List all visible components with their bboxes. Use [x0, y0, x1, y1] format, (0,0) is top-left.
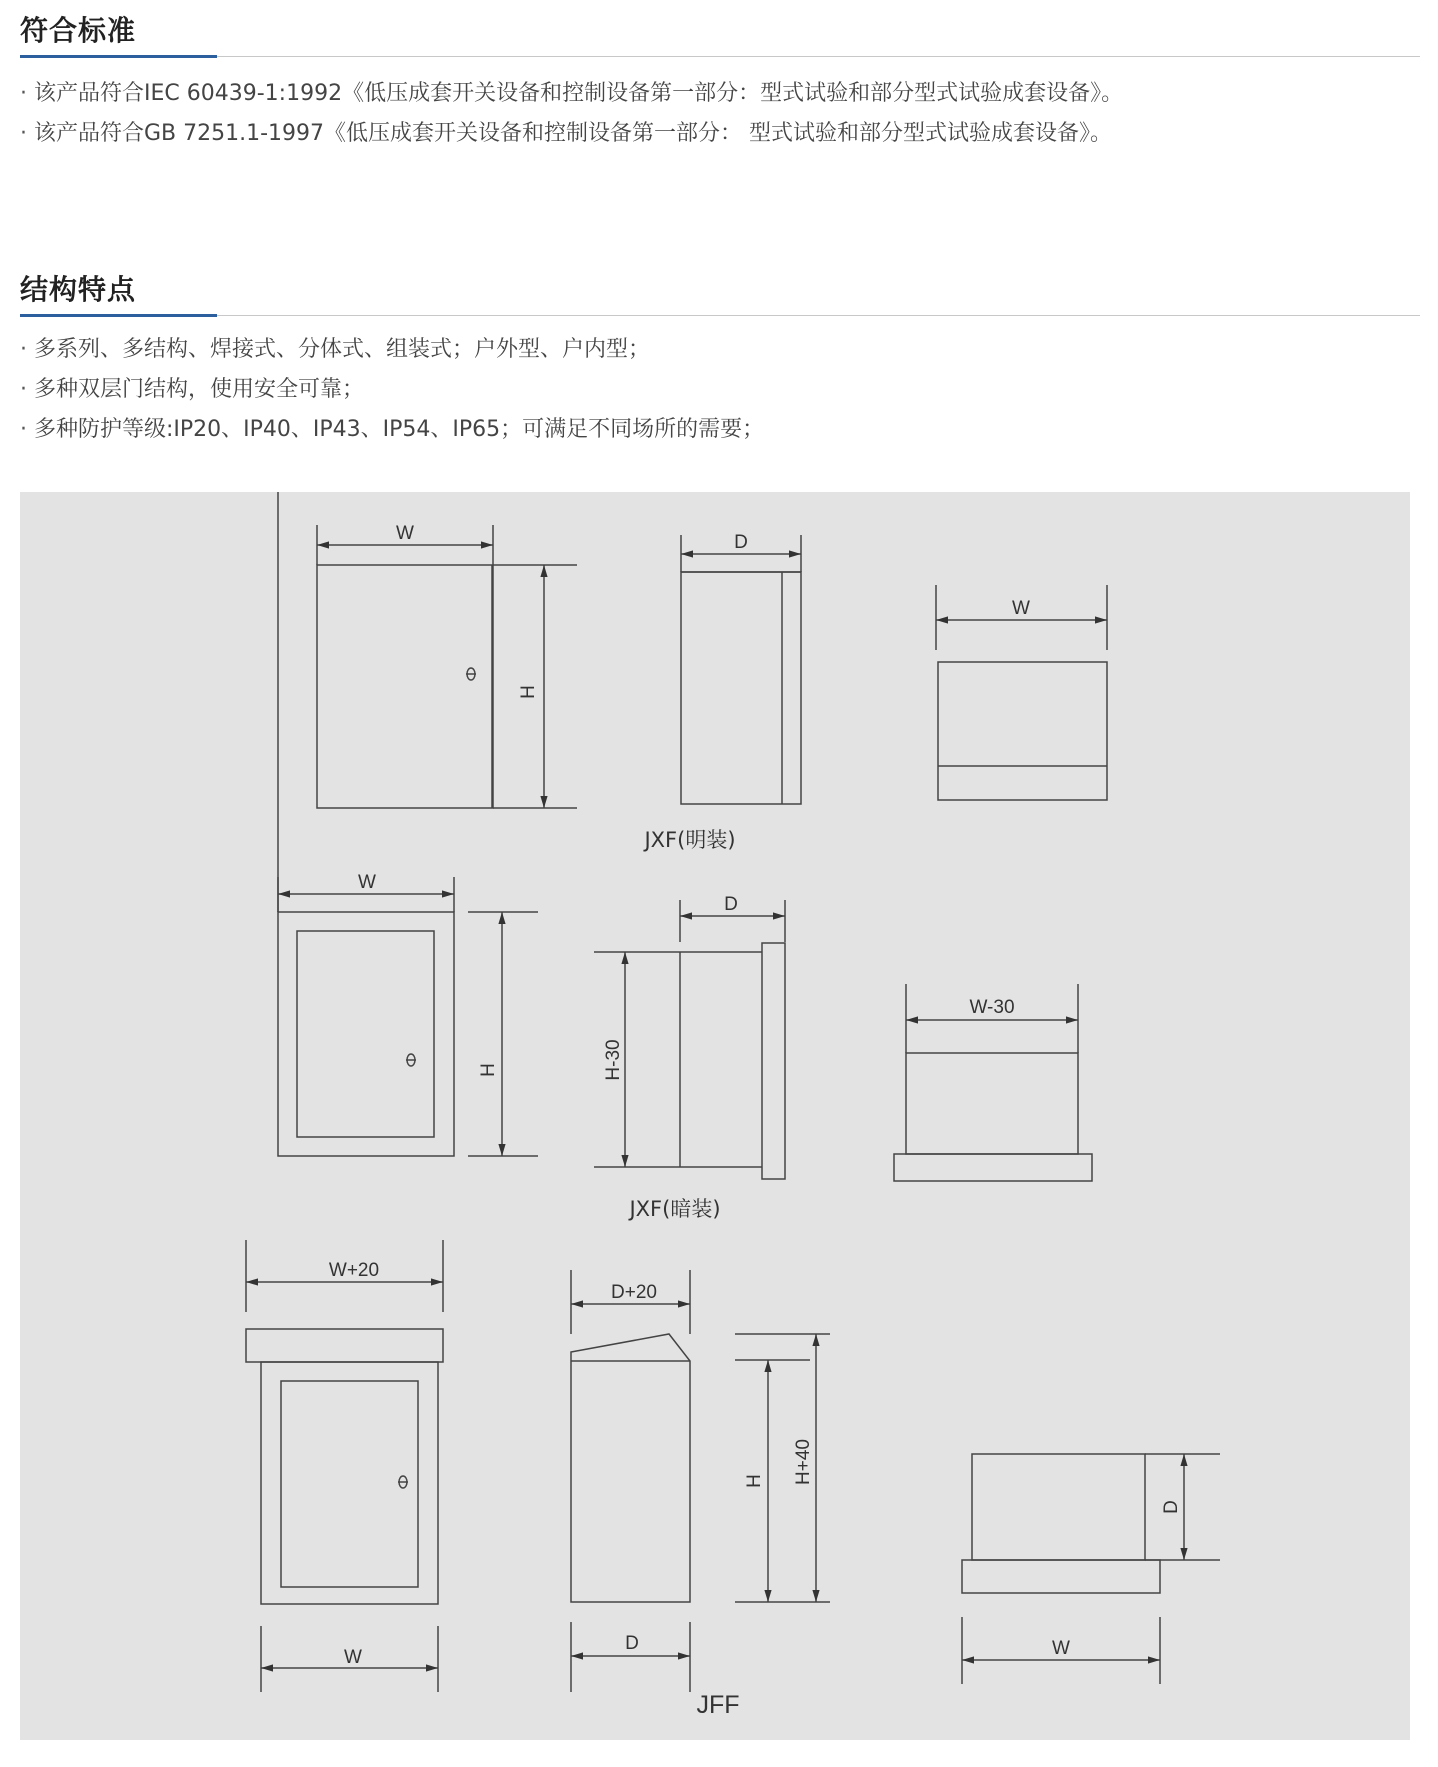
dimension-drawings: [20, 492, 1410, 1740]
dim-label-h: H: [518, 685, 539, 699]
title-underline: [20, 314, 217, 317]
flange-outline: [762, 943, 785, 1179]
caption-jxf-flush: JXF(暗装): [629, 1197, 721, 1221]
dim-label-d: D: [625, 1633, 639, 1654]
cabinet-outline: [972, 1454, 1145, 1560]
flange-outline: [894, 1154, 1092, 1181]
dim-label-h-plus-40: H+40: [793, 1439, 814, 1485]
door-outline: [297, 931, 434, 1137]
features-list: [20, 330, 764, 450]
list-item: · 该产品符合IEC 60439-1:1992《低压成套开关设备和控制设备第一部分：型式试验和部分型式试验成套设备》。: [20, 74, 1123, 114]
dim-label-d: D: [1161, 1500, 1182, 1514]
dim-label-w: W: [1052, 1638, 1070, 1659]
cabinet-outline: [938, 662, 1107, 800]
rain-cap-outline: [246, 1329, 443, 1362]
jxf-surface-front-view: [317, 525, 577, 808]
dim-label-h: H: [478, 1063, 499, 1077]
section-features-header: [20, 273, 1420, 317]
list-item: · 该产品符合GB 7251.1-1997《低压成套开关设备和控制设备第一部分： 型式试验和部分型式试验成套设备》。: [20, 114, 1123, 154]
list-item: · 多种双层门结构，使用安全可靠；: [20, 370, 764, 410]
cabinet-outline: [317, 565, 493, 808]
door-outline: [281, 1381, 418, 1587]
dim-label-w-plus-20: W+20: [328, 1260, 380, 1281]
list-item: · 多系列、多结构、焊接式、分体式、组装式；户外型、户内型；: [20, 330, 764, 370]
dim-label-h-minus-30: H-30: [603, 1039, 624, 1081]
cabinet-outline: [906, 1053, 1078, 1154]
section-title: 符合标准: [20, 14, 137, 47]
cabinet-outline: [681, 572, 801, 804]
dimension-drawings-panel: [20, 492, 1410, 1740]
standards-list: [20, 74, 1123, 154]
list-item: · 多种防护等级:IP20、IP40、IP43、IP54、IP65；可满足不同场所的需要；: [20, 410, 764, 450]
dim-label-w: W: [1012, 598, 1030, 619]
frame-outline: [261, 1362, 438, 1604]
dim-label-d-plus-20: D+20: [611, 1282, 657, 1303]
jff-side-view: [571, 1270, 830, 1692]
dim-label-d: D: [724, 894, 738, 915]
dim-label-w-minus-30: W-30: [969, 997, 1015, 1018]
divider: [20, 56, 1420, 57]
dim-label-w: W: [344, 1647, 362, 1668]
dim-label-h: H: [744, 1474, 765, 1488]
dim-label-d: D: [734, 532, 748, 553]
jff-front-view: [246, 1240, 443, 1692]
section-title: 结构特点: [20, 273, 137, 306]
caption-jxf-surface: JXF(明装): [644, 828, 736, 852]
jxf-surface-side-view: [681, 535, 801, 804]
frame-outline: [278, 912, 454, 1156]
caption-jff: JFF: [696, 1691, 740, 1719]
section-standards-header: [20, 14, 1420, 58]
title-underline: [20, 55, 217, 58]
cabinet-outline: [571, 1334, 690, 1602]
jff-top-view: [962, 1454, 1220, 1684]
dim-label-w: W: [358, 872, 376, 893]
base-outline: [962, 1560, 1160, 1593]
dim-label-w: W: [396, 523, 414, 544]
divider: [20, 315, 1420, 316]
